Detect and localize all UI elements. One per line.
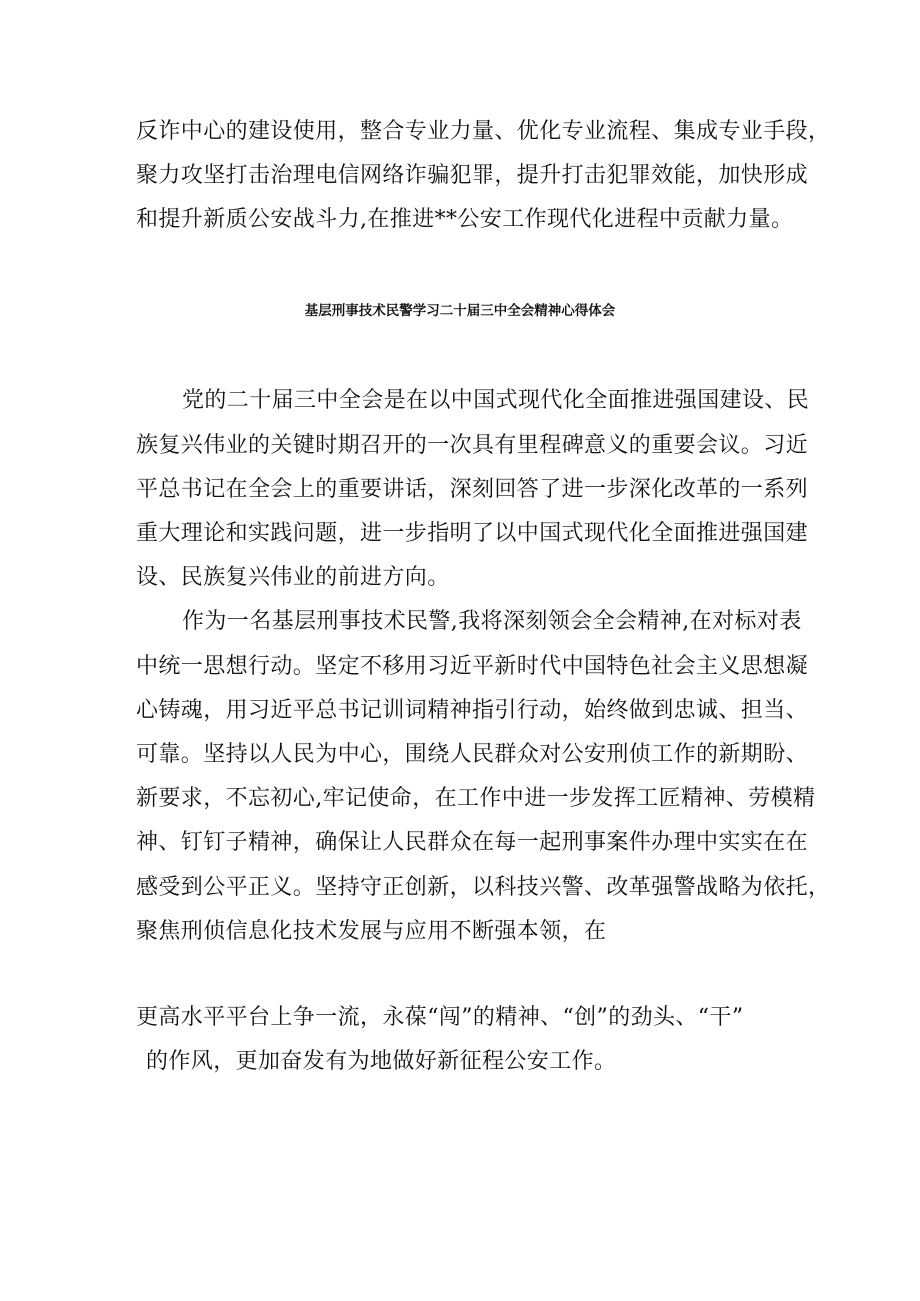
paragraph2-line-7: 感受到公平正义。坚持守正创新，以科技兴警、改革强警战略为依托， bbox=[136, 875, 831, 900]
paragraph1-line-3: 平总书记在全会上的重要讲话，深刻回答了进一步深化改革的一系列 bbox=[136, 477, 809, 502]
intro-line-1: 反诈中心的建设使用，整合专业力量、优化专业流程、集成专业手段， bbox=[136, 119, 831, 144]
paragraph1-line-4: 重大理论和实践问题，进一步指明了以中国式现代化全面推进强国建 bbox=[136, 521, 809, 546]
paragraph2-line-5: 新要求，不忘初心,牢记使命，在工作中进一步发挥工匠精神、劳模精 bbox=[136, 786, 816, 811]
paragraph1-line-5: 设、民族复兴伟业的前进方向。 bbox=[136, 565, 450, 590]
paragraph1-line-1: 党的二十届三中全会是在以中国式现代化全面推进强国建设、民 bbox=[182, 388, 810, 413]
paragraph2-line-4: 可靠。坚持以人民为中心，围绕人民群众对公安刑侦工作的新期盼、 bbox=[136, 742, 809, 767]
paragraph2-line-1: 作为一名基层刑事技术民警,我将深刻领会全会精神,在对标对表 bbox=[182, 609, 802, 634]
intro-line-3: 和提升新质公安战斗力,在推进**公安工作现代化进程中贡献力量。 bbox=[136, 207, 794, 232]
paragraph3-line-1: 更高水平平台上争一流，永葆“闯”的精神、“创”的劲头、“干” bbox=[136, 1005, 744, 1030]
intro-line-2: 聚力攻坚打击治理电信网络诈骗犯罪，提升打击犯罪效能，加快形成 bbox=[136, 163, 809, 188]
paragraph2-line-6: 神、钉钉子精神，确保让人民群众在每一起刑事案件办理中实实在在 bbox=[136, 830, 809, 855]
document-title: 基层刑事技术民警学习二十届三中全会精神心得体会 bbox=[304, 303, 616, 319]
paragraph2-line-2: 中统一思想行动。坚定不移用习近平新时代中国特色社会主义思想凝 bbox=[136, 654, 809, 679]
paragraph2-line-8: 聚焦刑侦信息化技术发展与应用不断强本领，在 bbox=[136, 919, 607, 944]
paragraph2-line-3: 心铸魂，用习近平总书记训词精神指引行动，始终做到忠诚、担当、 bbox=[136, 698, 809, 723]
paragraph3-line-2: 的作风，更加奋发有为地做好新征程公安工作。 bbox=[146, 1049, 617, 1074]
paragraph1-line-2: 族复兴伟业的关键时期召开的一次具有里程碑意义的重要会议。习近 bbox=[136, 433, 809, 458]
